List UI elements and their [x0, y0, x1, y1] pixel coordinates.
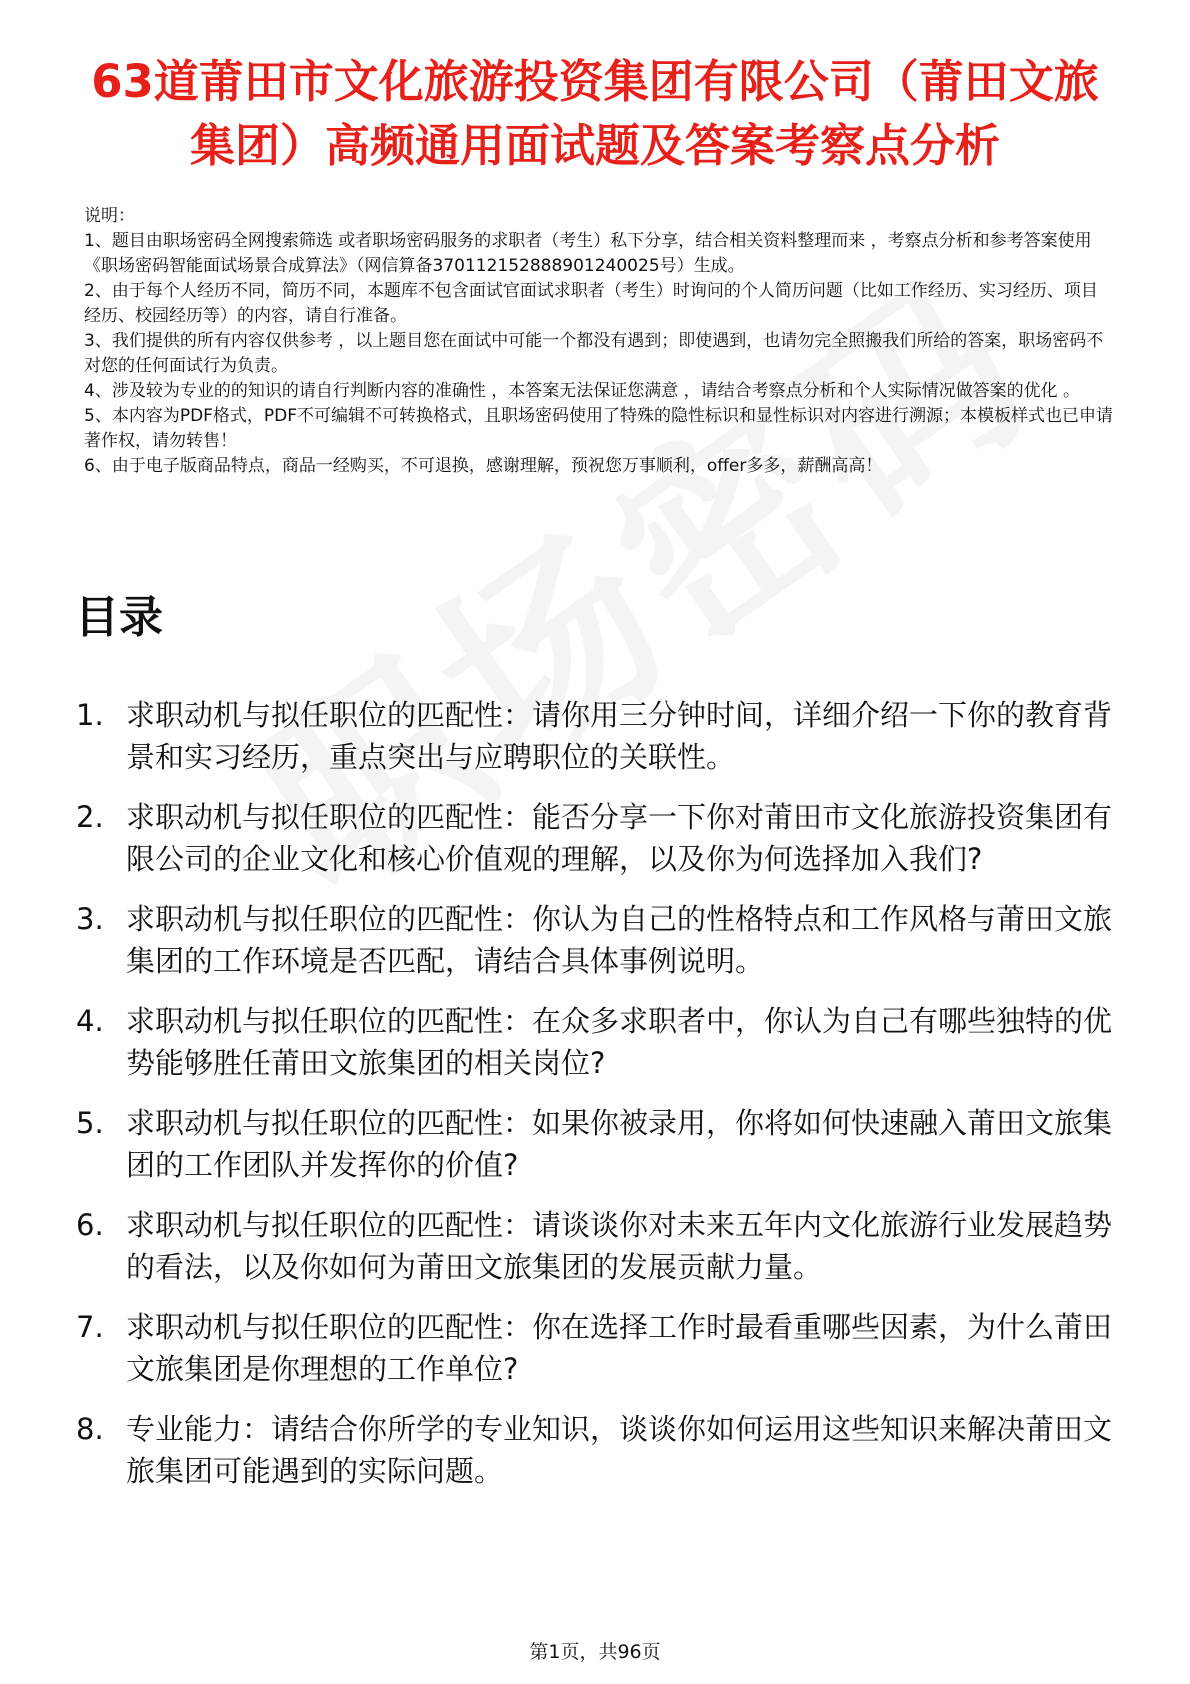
- note-item: 6、由于电子版商品特点，商品一经购买，不可退换，感谢理解，预祝您万事顺利，offer多多，薪酬高高！: [84, 456, 883, 476]
- toc-item-number: 1.: [76, 698, 104, 732]
- note-item: 1、题目由职场密码全网搜索筛选 或者职场密码服务的求职者（考生）私下分享，结合相关资料整理而来 ，考察点分析和参考答案使用《职场密码智能面试场景合成算法》（网信算备370112152888901240025号）生成。: [84, 231, 1092, 276]
- notes-section: [84, 204, 1114, 479]
- note-item: 4、涉及较为专业的的知识的请自行判断内容的准确性 ，本答案无法保证您满意 ，请结合考察点分析和个人实际情况做答案的优化 。: [84, 381, 1081, 401]
- toc-item[interactable]: [76, 1408, 1116, 1492]
- toc-item-number: 7.: [76, 1310, 104, 1344]
- toc-heading: 目录: [75, 592, 163, 643]
- toc-item-text: 专业能力：请结合你所学的专业知识，谈谈你如何运用这些知识来解决莆田文旅集团可能遇到的实际问题。: [126, 1412, 1113, 1488]
- toc-item[interactable]: [76, 1000, 1116, 1084]
- note-item: 3、我们提供的所有内容仅供参考 ，以上题目您在面试中可能一个都没有遇到；即使遇到，也请勿完全照搬我们所给的答案，职场密码不对您的任何面试行为负责。: [84, 331, 1104, 376]
- toc-item-text: 求职动机与拟任职位的匹配性：请谈谈你对未来五年内文化旅游行业发展趋势的看法，以及你如何为莆田文旅集团的发展贡献力量。: [126, 1208, 1113, 1284]
- toc-item-number: 6.: [76, 1208, 104, 1242]
- toc-item[interactable]: [76, 694, 1116, 778]
- toc-item-text: 求职动机与拟任职位的匹配性：在众多求职者中，你认为自己有哪些独特的优势能够胜任莆田文旅集团的相关岗位?: [126, 1004, 1113, 1080]
- document-title: 63道莆田市文化旅游投资集团有限公司（莆田文旅集团）高频通用面试题及答案考察点分析: [91, 55, 1099, 172]
- toc-item-text: 求职动机与拟任职位的匹配性：你在选择工作时最看重哪些因素，为什么莆田文旅集团是你理想的工作单位?: [126, 1310, 1113, 1386]
- toc-item[interactable]: [76, 796, 1116, 880]
- toc-item-text: 求职动机与拟任职位的匹配性：如果你被录用，你将如何快速融入莆田文旅集团的工作团队并发挥你的价值?: [126, 1106, 1113, 1182]
- toc-item-text: 求职动机与拟任职位的匹配性：你认为自己的性格特点和工作风格与莆田文旅集团的工作环境是否匹配，请结合具体事例说明。: [126, 902, 1113, 978]
- toc-item[interactable]: [76, 1204, 1116, 1288]
- page-footer: 第1页，共96页: [529, 1641, 661, 1663]
- toc-list: [76, 694, 1116, 1510]
- toc-item-number: 3.: [76, 902, 104, 936]
- toc-item-number: 4.: [76, 1004, 104, 1038]
- note-item: 2、由于每个人经历不同，简历不同，本题库不包含面试官面试求职者（考生）时询问的个人简历问题（比如工作经历、实习经历、项目经历、校园经历等）的内容，请自行准备。: [84, 281, 1098, 326]
- toc-item-number: 5.: [76, 1106, 104, 1140]
- toc-item[interactable]: [76, 1102, 1116, 1186]
- toc-item-text: 求职动机与拟任职位的匹配性：请你用三分钟时间，详细介绍一下你的教育背景和实习经历，重点突出与应聘职位的关联性。: [126, 698, 1113, 774]
- toc-item-number: 8.: [76, 1412, 104, 1446]
- note-item: 5、本内容为PDF格式，PDF不可编辑不可转换格式，且职场密码使用了特殊的隐性标识和显性标识对内容进行溯源；本模板样式也已申请著作权，请勿转售！: [84, 406, 1114, 451]
- toc-item-number: 2.: [76, 800, 104, 834]
- toc-item[interactable]: [76, 1306, 1116, 1390]
- toc-item-text: 求职动机与拟任职位的匹配性：能否分享一下你对莆田市文化旅游投资集团有限公司的企业文化和核心价值观的理解，以及你为何选择加入我们?: [126, 800, 1113, 876]
- toc-item[interactable]: [76, 898, 1116, 982]
- notes-heading: 说明：: [84, 206, 135, 226]
